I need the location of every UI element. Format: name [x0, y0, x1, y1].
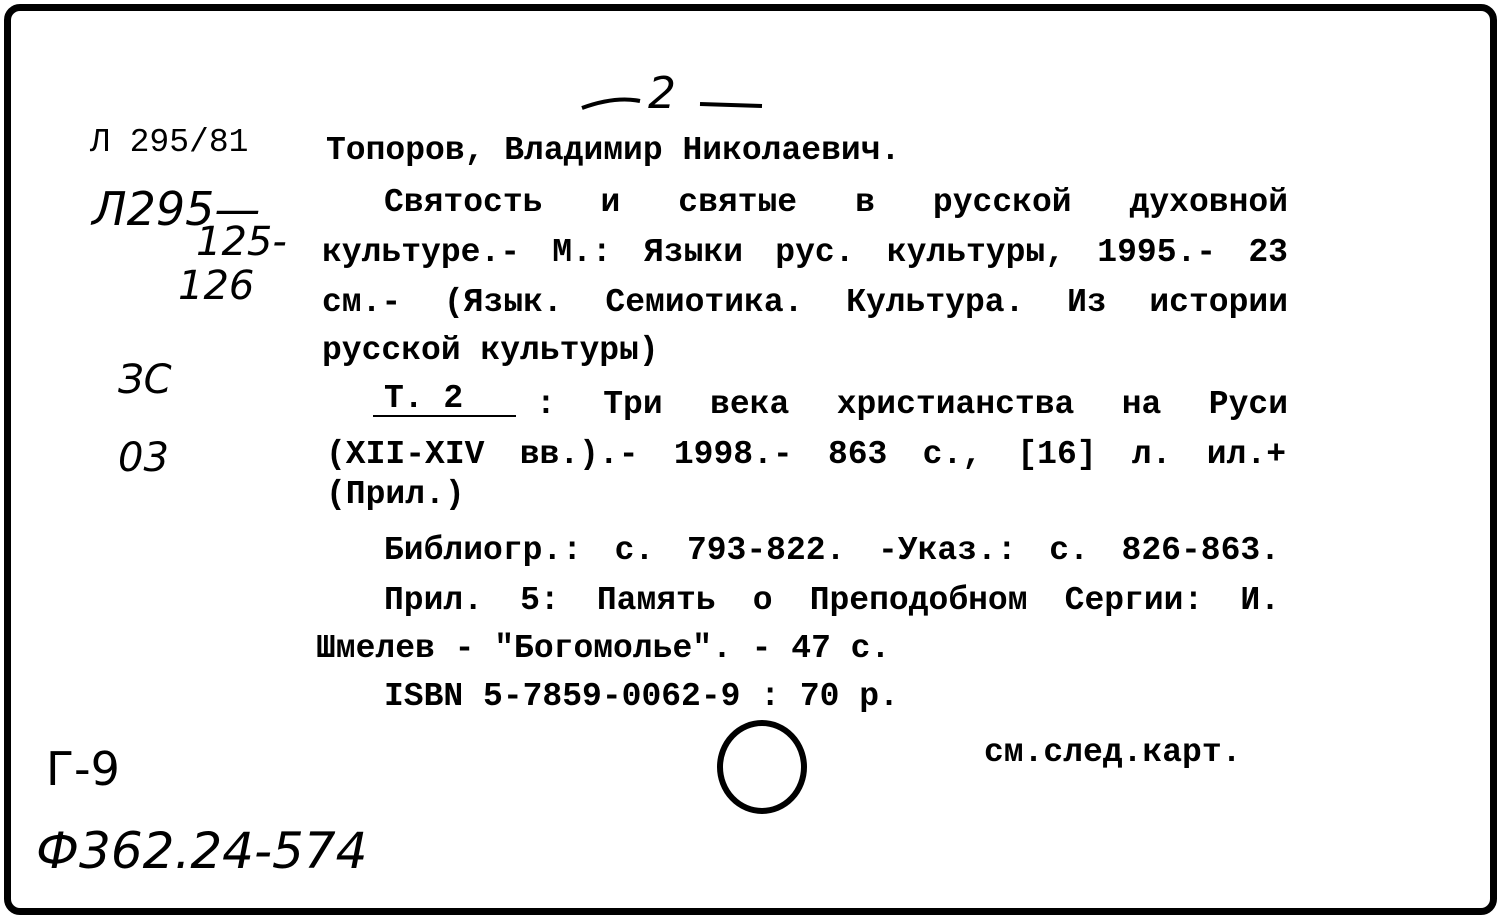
title-line-3: см.- (Язык. Семиотика. Культура. Из истории: [322, 284, 1288, 321]
call-number-line-3: 126: [178, 263, 255, 309]
call-number-line-1: Л295—: [92, 182, 261, 236]
isbn-price: ISBN 5-7859-0062-9 : 70 р.: [384, 678, 899, 715]
margin-mark-1: ЗС: [118, 357, 172, 403]
classification-number: Ф362.24-574: [36, 822, 368, 880]
supplement-note-line-1: Прил. 5: Память о Преподобном Сергии: И.: [384, 582, 1280, 619]
page-mark: 2: [648, 68, 676, 119]
bibliography-note: Библиогр.: с. 793-822. -Указ.: с. 826-863.: [384, 532, 1280, 569]
margin-mark-3: Г-9: [46, 742, 120, 796]
continuation-note: см.след.карт.: [984, 734, 1242, 771]
title-line-2: культуре.- М.: Языки рус. культуры, 1995.- 23: [322, 234, 1288, 271]
shelf-mark: Л 295/81: [90, 124, 249, 161]
title-line-4: русской культуры): [322, 332, 659, 369]
supplement-note-line-2: Шмелев - "Богомолье". - 47 с.: [316, 630, 891, 667]
volume-supplement: (Прил.): [326, 476, 465, 513]
volume-title: : Три века христианства на Руси: [536, 386, 1288, 423]
author-heading: Топоров, Владимир Николаевич.: [326, 132, 901, 169]
volume-imprint: (XII-XIV вв.).- 1998.- 863 с., [16] л. ил.+: [326, 436, 1286, 473]
title-line-1: Святость и святые в русской духовной: [384, 184, 1288, 221]
call-number-line-2: 125-: [196, 219, 287, 265]
margin-mark-2: 03: [118, 435, 169, 481]
volume-number: Т. 2: [384, 380, 464, 417]
